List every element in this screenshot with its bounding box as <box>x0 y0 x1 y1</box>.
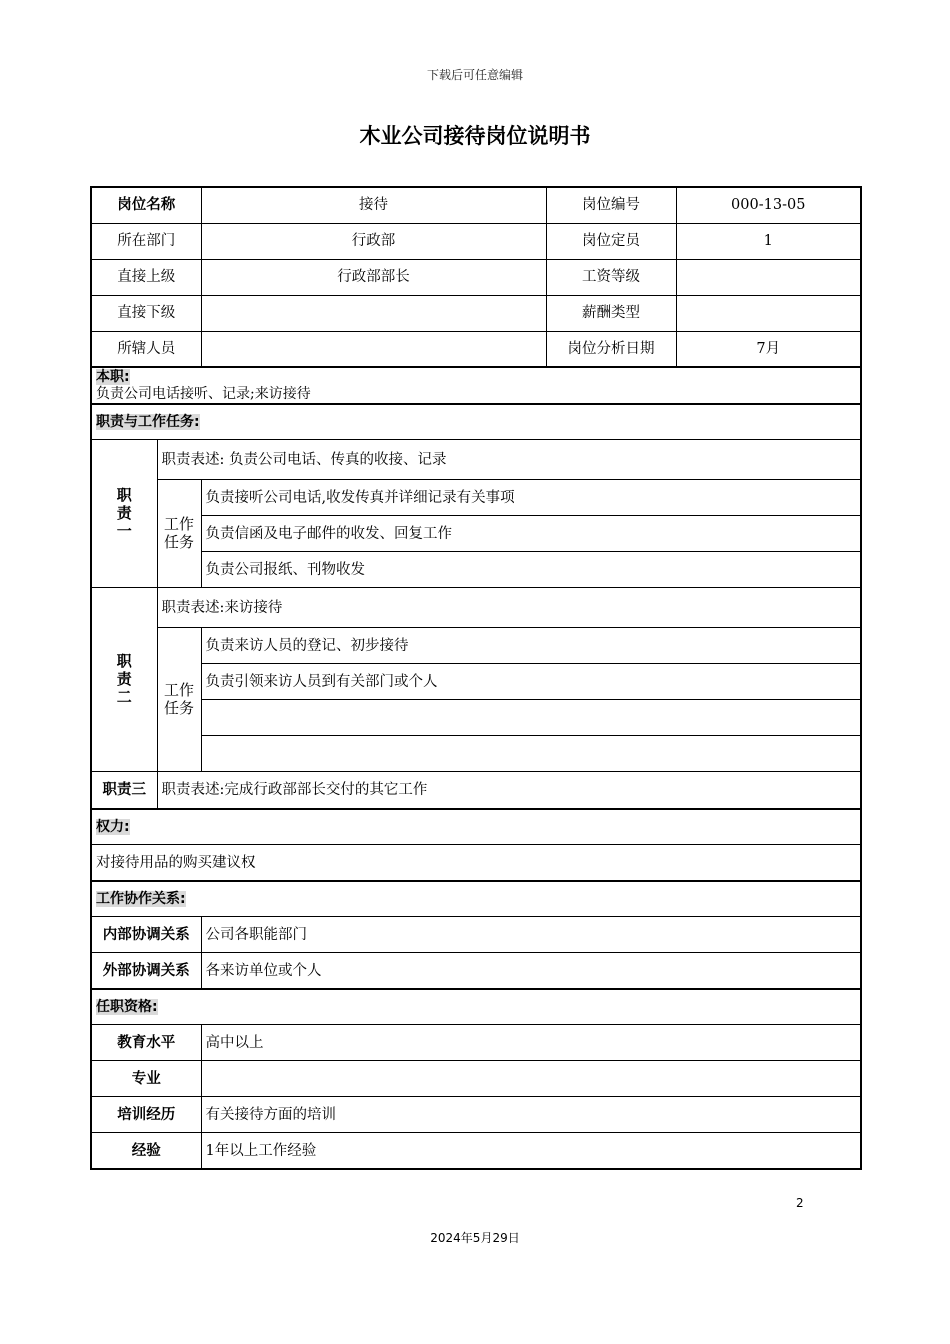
duties-header: 职责与工作任务: <box>96 413 200 430</box>
info-label: 直接下级 <box>91 295 201 331</box>
duty3-row <box>91 772 861 809</box>
duty2-task <box>201 736 861 772</box>
benzhi-text: 负责公司电话接听、记录;来访接待 <box>96 386 311 403</box>
qualification-row <box>91 1061 861 1097</box>
qualification-label: 任职资格: <box>96 998 158 1015</box>
info-row <box>91 223 861 259</box>
info-label: 岗位定员 <box>546 223 676 259</box>
duty2-task <box>201 700 861 736</box>
info-value <box>676 295 861 331</box>
duty2-label-cell <box>91 588 157 772</box>
duty1-task-row <box>91 480 861 516</box>
header-note: 下载后可任意编辑 <box>426 68 523 82</box>
qualification-header-row <box>91 989 861 1025</box>
benzhi-row <box>91 367 861 404</box>
info-label: 薪酬类型 <box>546 295 676 331</box>
internal-label: 内部协调关系 <box>91 917 201 953</box>
qualification-row-value <box>201 1061 861 1097</box>
cooperation-row <box>91 917 861 953</box>
info-label: 所辖人员 <box>91 331 201 367</box>
authority-text: 对接待用品的购买建议权 <box>91 845 861 881</box>
info-value <box>201 295 546 331</box>
external-label: 外部协调关系 <box>91 953 201 989</box>
internal-value: 公司各职能部门 <box>201 917 861 953</box>
document-title: 木业公司接待岗位说明书 <box>359 124 591 148</box>
info-label: 工资等级 <box>546 259 676 295</box>
info-value: 行政部 <box>201 223 546 259</box>
info-label: 岗位编号 <box>546 187 676 223</box>
duty2-label: 职责二 <box>116 652 132 707</box>
duty1-task-label-cell <box>157 480 201 588</box>
info-value: 000-13-05 <box>676 187 861 223</box>
info-row <box>91 295 861 331</box>
info-label: 直接上级 <box>91 259 201 295</box>
info-label: 所在部门 <box>91 223 201 259</box>
info-label: 岗位名称 <box>91 187 201 223</box>
duty2-task-label: 工作任务 <box>164 681 195 718</box>
duty2-task: 负责引领来访人员到有关部门或个人 <box>201 664 861 700</box>
duty1-task-row <box>91 516 861 552</box>
duty2-desc: 职责表述:来访接待 <box>157 588 861 628</box>
external-value: 各来访单位或个人 <box>201 953 861 989</box>
page-number: 2 <box>796 1196 804 1210</box>
duty1-label: 职责一 <box>116 486 132 541</box>
footer-date: 2024年5月29日 <box>430 1231 520 1245</box>
info-row <box>91 187 861 223</box>
authority-label: 权力: <box>96 818 130 835</box>
duty2-task-label-cell <box>157 628 201 772</box>
duty2-task-row <box>91 664 861 700</box>
authority-row <box>91 845 861 881</box>
duty2-task: 负责来访人员的登记、初步接待 <box>201 628 861 664</box>
duty1-task: 负责接听公司电话,收发传真并详细记录有关事项 <box>201 480 861 516</box>
info-value: 1 <box>676 223 861 259</box>
duty2-desc-row <box>91 588 861 628</box>
cooperation-row <box>91 953 861 989</box>
cooperation-header-row <box>91 881 861 917</box>
duty1-task-row <box>91 552 861 588</box>
info-value <box>201 331 546 367</box>
info-value: 行政部部长 <box>201 259 546 295</box>
duty2-task-row <box>91 736 861 772</box>
duty2-task-row <box>91 700 861 736</box>
qualification-row-label: 培训经历 <box>91 1097 201 1133</box>
job-description-table <box>90 186 862 1170</box>
info-row <box>91 331 861 367</box>
qualification-row-label: 专业 <box>91 1061 201 1097</box>
cooperation-label: 工作协作关系: <box>96 890 186 907</box>
qualification-row-value: 高中以上 <box>201 1025 861 1061</box>
qualification-row <box>91 1133 861 1169</box>
qualification-row-value: 1年以上工作经验 <box>201 1133 861 1169</box>
duty1-task: 负责公司报纸、刊物收发 <box>201 552 861 588</box>
info-value <box>676 259 861 295</box>
duty2-task-row <box>91 628 861 664</box>
qualification-row <box>91 1025 861 1061</box>
duty1-label-cell <box>91 440 157 588</box>
duty1-task: 负责信函及电子邮件的收发、回复工作 <box>201 516 861 552</box>
qualification-row-value: 有关接待方面的培训 <box>201 1097 861 1133</box>
duty1-desc-row <box>91 440 861 480</box>
info-label: 岗位分析日期 <box>546 331 676 367</box>
benzhi-label: 本职: <box>96 369 130 385</box>
qualification-row <box>91 1097 861 1133</box>
duty3-desc: 职责表述:完成行政部部长交付的其它工作 <box>157 772 861 809</box>
duty3-label: 职责三 <box>91 772 157 809</box>
info-row <box>91 259 861 295</box>
duties-header-row <box>91 404 861 440</box>
qualification-row-label: 经验 <box>91 1133 201 1169</box>
duty1-desc: 职责表述: 负责公司电话、传真的收接、记录 <box>157 440 861 480</box>
duty1-task-label: 工作任务 <box>164 515 195 552</box>
info-value: 接待 <box>201 187 546 223</box>
info-value: 7月 <box>676 331 861 367</box>
qualification-row-label: 教育水平 <box>91 1025 201 1061</box>
authority-header-row <box>91 809 861 845</box>
